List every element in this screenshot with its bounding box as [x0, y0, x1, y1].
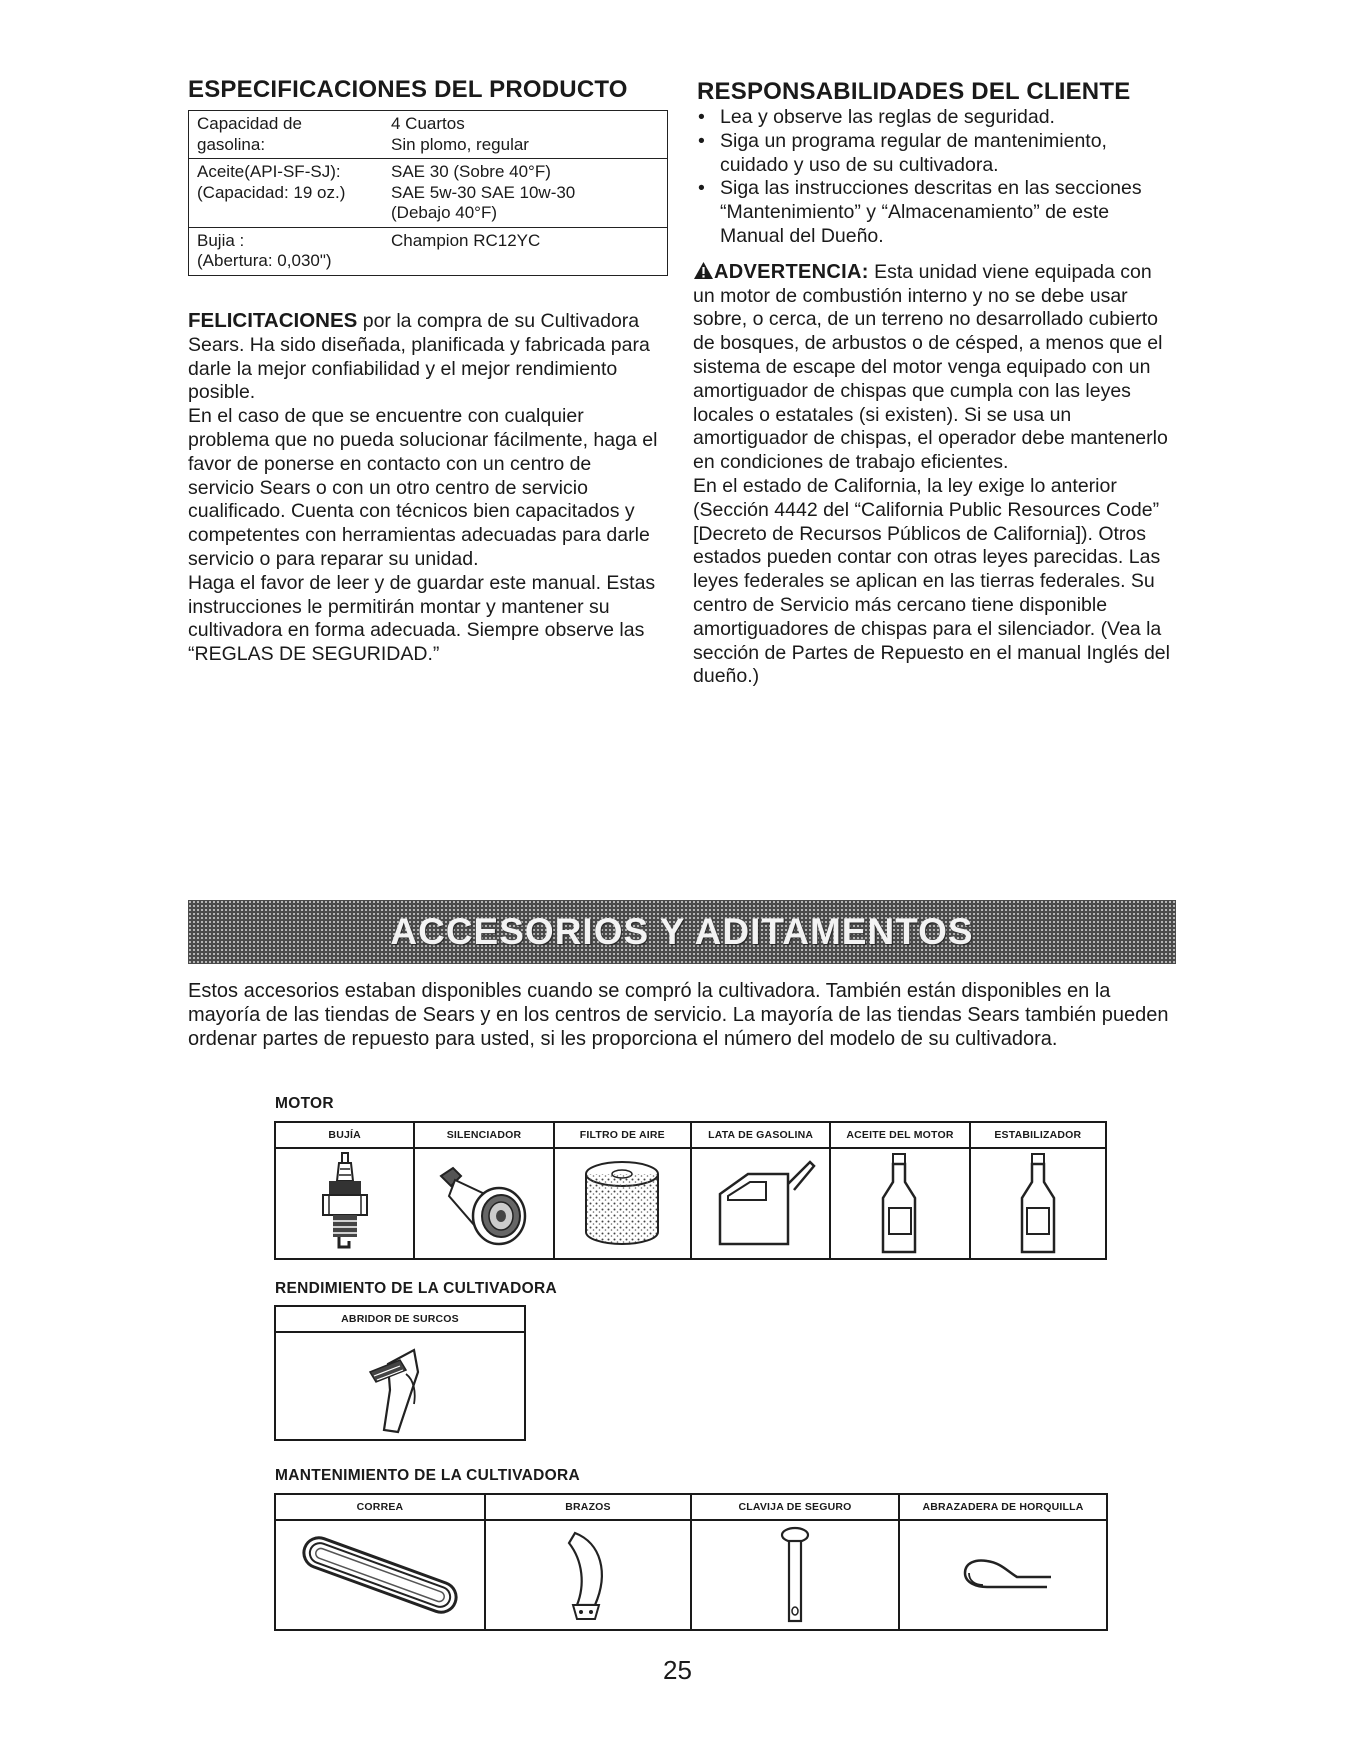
accessory-belt — [276, 1495, 486, 1629]
spark-plug-icon — [315, 1151, 375, 1256]
accessory-label: CORREA — [276, 1495, 484, 1521]
spec-label: Capacidad de gasolina: — [197, 114, 302, 154]
spec-row-fuel — [189, 111, 668, 159]
maintenance-accessories-row — [274, 1493, 1108, 1631]
left-body — [188, 309, 662, 667]
accessory-label: ABRIDOR DE SURCOS — [276, 1307, 524, 1333]
accessory-label: BUJÍA — [276, 1123, 413, 1149]
spec-label: Aceite(API-SF-SJ): (Capacidad: 19 oz.) — [197, 162, 346, 202]
accessory-air-filter — [555, 1123, 692, 1258]
accessory-label: SILENCIADOR — [415, 1123, 552, 1149]
accessory-label: ESTABILIZADOR — [971, 1123, 1105, 1149]
belt-icon — [290, 1530, 470, 1620]
accessory-label: ABRAZADERA DE HORQUILLA — [900, 1495, 1106, 1521]
stabilizer-bottle-icon — [1013, 1152, 1063, 1256]
accessory-hairpin-clip — [900, 1495, 1106, 1629]
accessory-spark-plug — [276, 1123, 415, 1258]
responsibilities-title: RESPONSABILIDADES DEL CLIENTE — [697, 78, 1131, 105]
accessory-stabilizer — [971, 1123, 1105, 1258]
accessory-gas-can — [692, 1123, 831, 1258]
responsibilities-list — [693, 106, 1173, 249]
california-paragraph: En el estado de California, la ley exige lo anterior (Sección 4442 del “California Public Resources Code” [Decreto de Recursos Públicos de California]). Otros estados pueden contar con otras leyes parecidas. Las leyes federales se aplican en las tierras federales. Su centro de Servicio más cercano tiene disponible amortiguadores de chispas para el silenciador. (Vea la sección de Partes de Repuesto en el manual Inglés del dueño.) — [693, 474, 1170, 688]
accessory-muffler — [415, 1123, 554, 1258]
spec-value: SAE 30 (Sobre 40°F) SAE 5w-30 SAE 10w-30 (Debajo 40°F) — [391, 162, 576, 222]
accessory-label: FILTRO DE AIRE — [555, 1123, 690, 1149]
tine-icon — [553, 1525, 623, 1625]
warning-paragraph: ADVERTENCIA: Esta unidad viene equipada con un motor de combustión interno y no se debe usar sobre, o cerca, de un terreno no desarrollado cubierto de bosques, de arbustos o de césped, a menos que el sistema de escape del motor venga equipado con un amortiguador de chispas que cumpla con las leyes locales o estatales (si existen). Si se usa un amortiguador de chispas, el operador debe mantenerlo en condiciones de trabajo eficientes. — [693, 260, 1168, 474]
oil-bottle-icon — [875, 1152, 925, 1256]
accessory-tines — [486, 1495, 692, 1629]
list-item: • Siga las instrucciones descritas en las secciones “Mantenimiento” y “Almacenamiento” de este Manual del Dueño. — [693, 177, 1173, 248]
accessory-label: BRAZOS — [486, 1495, 690, 1521]
specs-title: ESPECIFICACIONES DEL PRODUCTO — [188, 76, 628, 103]
accessory-clevis-pin — [692, 1495, 900, 1629]
congrats-heading: FELICITACIONES — [188, 309, 358, 332]
accessory-furrower — [276, 1307, 524, 1439]
specs-table — [188, 110, 668, 276]
air-filter-icon — [577, 1154, 667, 1254]
accessory-label: LATA DE GASOLINA — [692, 1123, 829, 1149]
maintenance-group-title: MANTENIMIENTO DE LA CULTIVADORA — [275, 1467, 580, 1484]
manual-paragraph: Haga el favor de leer y de guardar este manual. Estas instrucciones le permitirán montar y mantener su cultivadora en forma adecuada. Siempre observe las “REGLAS DE SEGURIDAD.” — [188, 571, 656, 666]
spec-row-oil — [189, 159, 668, 228]
clevis-pin-icon — [775, 1525, 815, 1625]
service-paragraph: En el caso de que se encuentre con cualquier problema que no pueda solucionar fácilmente, haga el favor de ponerse en contacto con un centro de servicio Sears o con un otro centro de servicio cualificado. Cuenta con técnicos bien capacitados y competentes con herramientas adecuadas para darle servicio o para reparar su unidad. — [188, 405, 658, 570]
motor-group-title: MOTOR — [275, 1095, 334, 1112]
motor-accessories-row — [274, 1121, 1107, 1260]
spec-value: Champion RC12YC — [391, 230, 541, 250]
spec-value: 4 Cuartos Sin plomo, regular — [391, 114, 529, 154]
accessory-label: ACEITE DEL MOTOR — [831, 1123, 968, 1149]
list-item: • Siga un programa regular de mantenimiento, cuidado y uso de su cultivadora. — [693, 130, 1173, 178]
warning-label: ADVERTENCIA: — [714, 260, 869, 283]
performance-accessories-row — [274, 1305, 526, 1441]
accessories-intro: Estos accesorios estaban disponibles cuando se compró la cultivadora. También están disponibles en la mayoría de las tiendas de Sears y en los centros de servicio. La mayoría de las tiendas Sears también pueden ordenar partes de repuesto para usted, si les proporciona el número del modelo de su cultivadora. — [188, 980, 1169, 1050]
gas-can-icon — [706, 1154, 816, 1254]
muffler-icon — [429, 1154, 539, 1254]
page-number: 25 — [663, 1655, 692, 1685]
accessory-engine-oil — [831, 1123, 970, 1258]
accessory-label: CLAVIJA DE SEGURO — [692, 1495, 898, 1521]
list-item: • Lea y observe las reglas de seguridad. — [693, 106, 1173, 130]
right-body — [693, 106, 1173, 689]
performance-group-title: RENDIMIENTO DE LA CULTIVADORA — [275, 1280, 557, 1297]
accessories-banner: ACCESORIOS Y ADITAMENTOS — [188, 900, 1176, 964]
spec-row-spark-plug — [189, 227, 668, 275]
spec-label: Bujia : (Abertura: 0,030") — [197, 230, 332, 270]
hairpin-clip-icon — [943, 1545, 1063, 1605]
congrats-paragraph: FELICITACIONES por la compra de su Cultivadora Sears. Ha sido diseñada, planificada y fabricada para darle la mejor confiabilidad y el mejor rendimiento posible. — [188, 309, 650, 404]
furrower-icon — [350, 1336, 450, 1436]
warning-icon — [693, 261, 714, 280]
